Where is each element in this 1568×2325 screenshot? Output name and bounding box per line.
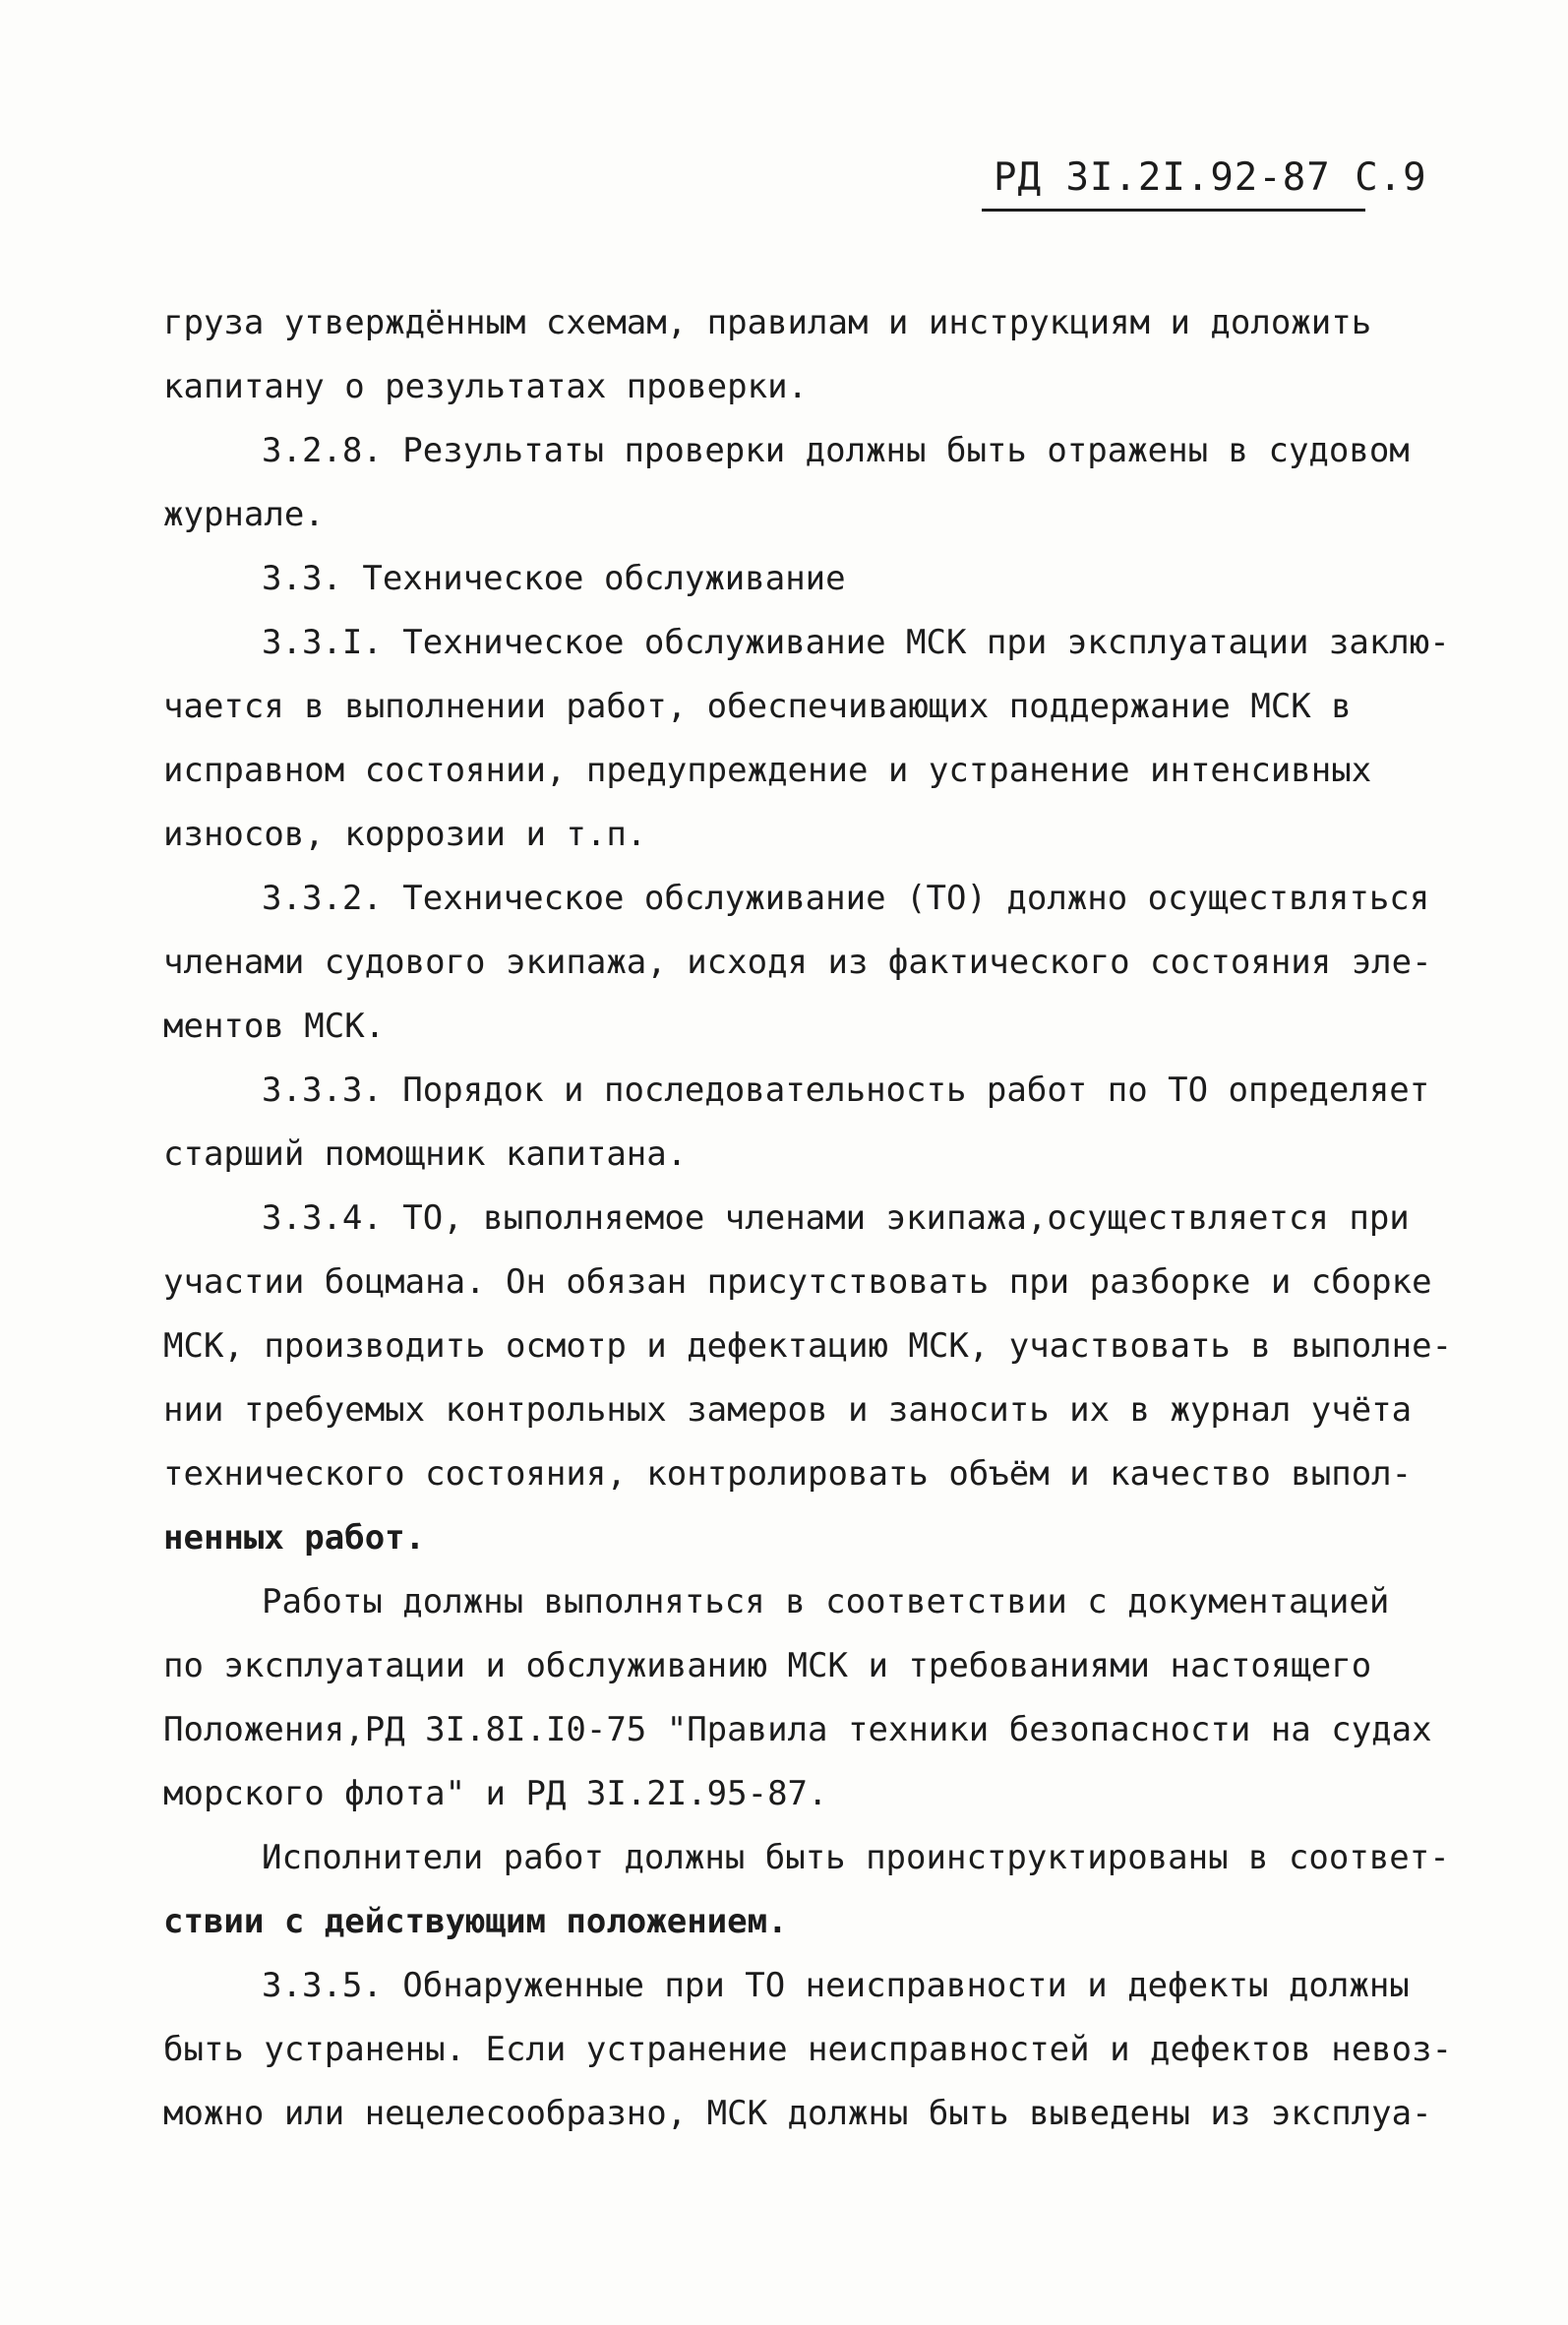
page-header: РД 3I.2I.92-87 С.9 [994,155,1427,200]
paragraph-3-3-5: 3.3.5. Обнаруженные при ТО неисправности и дефекты должны [262,1966,1410,2005]
paragraph-works: Работы должны выполняться в соответствии с документацией [262,1582,1390,1621]
text-line: груза утверждённым схемам, правилам и инструкциям и доложить [163,303,1372,342]
text-line: МСК, производить осмотр и дефектацию МСК, участвовать в выполне- [163,1326,1453,1366]
text-line: журнале. [163,495,325,534]
section-heading-3-3: 3.3. Техническое обслуживание [262,559,846,598]
paragraph-executors: Исполнители работ должны быть проинструктированы в соответ- [262,1838,1450,1877]
paragraph-3-2-8: 3.2.8. Результаты проверки должны быть отражены в судовом [262,431,1410,470]
paragraph-3-3-3: 3.3.3. Порядок и последовательность работ по ТО определяет [262,1071,1430,1110]
document-body [163,291,1453,2146]
text-line: участии боцмана. Он обязан присутствовать при разборке и сборке [163,1262,1432,1302]
text-line: ствии с действующим положением. [163,1902,788,1941]
paragraph-3-3-4: 3.3.4. ТО, выполняемое членами экипажа,осуществляется при [262,1198,1410,1238]
text-line: чается в выполнении работ, обеспечивающих поддержание МСК в [163,687,1352,726]
text-line: ненных работ. [163,1518,426,1558]
text-line: износов, коррозии и т.п. [163,815,647,854]
header-underline [982,209,1365,212]
text-line: старший помощник капитана. [163,1134,688,1174]
text-line: ментов МСК. [163,1007,386,1046]
text-line: исправном состоянии, предупреждение и устранение интенсивных [163,751,1372,790]
text-line: быть устранены. Если устранение неисправностей и дефектов невоз- [163,2030,1453,2069]
text-line: членами судового экипажа, исходя из фактического состояния эле- [163,943,1432,982]
paragraph-3-3-1: 3.3.I. Техническое обслуживание МСК при эксплуатации заклю- [262,623,1450,662]
text-line: Положения,РД 3I.8I.I0-75 "Правила техники безопасности на судах [163,1710,1432,1749]
paragraph-3-3-2: 3.3.2. Техническое обслуживание (ТО) должно осуществляться [262,879,1430,918]
text-line: по эксплуатации и обслуживанию МСК и требованиями настоящего [163,1646,1372,1685]
text-line: морского флота" и РД 3I.2I.95-87. [163,1774,828,1813]
text-line: можно или нецелесообразно, МСК должны быть выведены из эксплуа- [163,2094,1432,2133]
text-line: капитану о результатах проверки. [163,367,809,406]
text-line: нии требуемых контрольных замеров и заносить их в журнал учёта [163,1390,1413,1430]
text-line: технического состояния, контролировать объём и качество выпол- [163,1454,1413,1494]
